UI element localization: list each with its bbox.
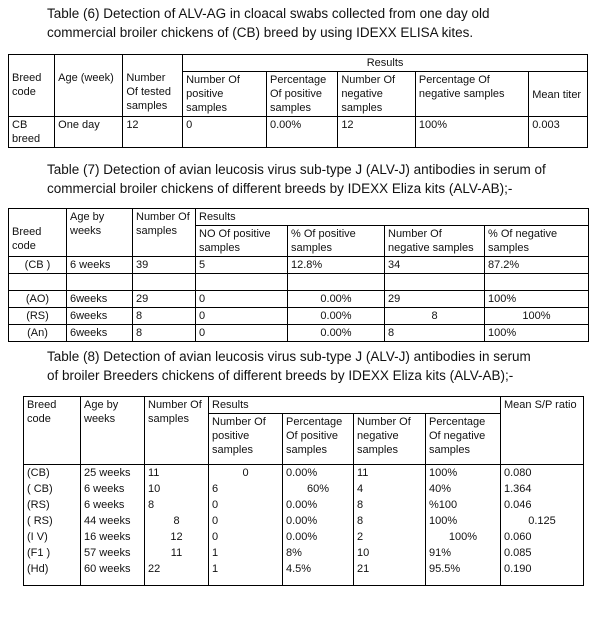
t8-header-pct-neg: Percentage Of negative samples	[426, 414, 501, 465]
t7-header-number: Number Of samples	[133, 209, 196, 257]
t7-cell-number: 39	[133, 257, 196, 274]
t8-header-mean: Mean S/P ratio	[501, 397, 584, 465]
table-row	[24, 513, 584, 529]
t7-cell-age: 6weeks	[67, 291, 133, 308]
table-row	[9, 291, 589, 308]
t8-cell-mean: 0.125	[501, 513, 584, 529]
t6-header-mean: Mean titer	[529, 72, 588, 117]
t6-header-pct-neg: Percentage Of negative samples	[415, 72, 528, 117]
t7-cell-pct-neg: 100%	[485, 291, 589, 308]
table8-caption-line2: of broiler Breeders chickens of different breeds by IDEXX Eliza kits (ALV-AB);-	[47, 368, 514, 383]
t6-header-results: Results	[183, 55, 588, 72]
table8	[23, 396, 584, 586]
t8-cell-number: 8	[145, 497, 209, 513]
t6-header-pct-pos: Percentage Of positive samples	[267, 72, 338, 117]
t6-header-breed-code: Breed code	[9, 55, 55, 117]
t8-cell-pct-neg: 95.5%	[426, 561, 501, 586]
t7-cell-breed: (RS)	[9, 308, 67, 325]
t7-cell-pct-neg: 100%	[485, 308, 589, 325]
t8-header-breed-code: Breed code	[24, 397, 81, 465]
t8-cell-mean: 1.364	[501, 481, 584, 497]
table-row	[24, 545, 584, 561]
t7-header-age: Age by weeks	[67, 209, 133, 257]
t7-cell-num-pos: 0	[196, 325, 288, 342]
t8-cell-age: 57 weeks	[81, 545, 145, 561]
t8-cell-age: 44 weeks	[81, 513, 145, 529]
t7-cell-pct-pos: 0.00%	[288, 291, 385, 308]
t7-cell-number: 29	[133, 291, 196, 308]
t8-cell-mean: 0.085	[501, 545, 584, 561]
t6-cell-tested: 12	[123, 117, 183, 148]
t8-header-num-pos: Number Of positive samples	[209, 414, 283, 465]
t8-cell-num-neg: 11	[354, 465, 426, 482]
t7-cell-age: 6weeks	[67, 308, 133, 325]
t7-header-pct-pos: % Of positive samples	[288, 226, 385, 257]
table-spacer-row	[9, 274, 589, 291]
t7-cell-age: 6 weeks	[67, 257, 133, 274]
t7-header-num-pos: NO Of positive samples	[196, 226, 288, 257]
t8-cell-mean: 0.080	[501, 465, 584, 482]
t8-header-num-neg: Number Of negative samples	[354, 414, 426, 465]
t8-cell-number: 11	[145, 545, 209, 561]
t8-cell-num-pos: 0	[209, 497, 283, 513]
t8-cell-pct-pos: 4.5%	[283, 561, 354, 586]
t8-cell-number: 22	[145, 561, 209, 586]
table7	[8, 208, 589, 342]
table8-caption-line1: Table (8) Detection of avian leucosis virus sub-type J (ALV-J) antibodies in serum	[47, 349, 531, 364]
table6	[8, 54, 588, 148]
t8-cell-pct-pos: 60%	[283, 481, 354, 497]
table6-caption-line1: Table (6) Detection of ALV-AG in cloacal swabs collected from one day old	[47, 6, 490, 21]
t8-cell-age: 6 weeks	[81, 481, 145, 497]
table6-caption	[47, 4, 489, 42]
t6-cell-pct-neg: 100%	[415, 117, 528, 148]
t8-cell-pct-neg: 91%	[426, 545, 501, 561]
t7-cell-num-pos: 5	[196, 257, 288, 274]
t6-header-tested: Number Of tested samples	[123, 55, 183, 117]
t7-cell-breed: (CB )	[9, 257, 67, 274]
t7-cell-num-neg: 34	[385, 257, 485, 274]
t8-cell-num-neg: 21	[354, 561, 426, 586]
t8-cell-num-neg: 8	[354, 497, 426, 513]
t8-cell-num-pos: 1	[209, 545, 283, 561]
t8-cell-pct-neg: 100%	[426, 513, 501, 529]
table-row	[24, 497, 584, 513]
t8-cell-breed: (I V)	[24, 529, 81, 545]
t8-cell-num-pos: 0	[209, 465, 283, 482]
t8-cell-num-pos: 6	[209, 481, 283, 497]
table7-caption	[47, 160, 546, 198]
table8-caption	[47, 347, 531, 385]
table-row	[9, 325, 589, 342]
t6-cell-num-neg: 12	[338, 117, 416, 148]
t7-header-pct-neg: % Of negative samples	[485, 226, 589, 257]
t7-cell-pct-pos: 12.8%	[288, 257, 385, 274]
t8-cell-num-neg: 10	[354, 545, 426, 561]
t8-cell-num-pos: 0	[209, 513, 283, 529]
t6-cell-age: One day	[55, 117, 123, 148]
table-row	[24, 561, 584, 586]
t8-cell-pct-neg: 100%	[426, 465, 501, 482]
t6-header-num-pos: Number Of positive samples	[183, 72, 267, 117]
t8-cell-breed: ( RS)	[24, 513, 81, 529]
table-row	[24, 465, 584, 482]
t7-cell-breed: (AO)	[9, 291, 67, 308]
t7-header-results: Results	[196, 209, 589, 226]
t8-cell-pct-neg: 40%	[426, 481, 501, 497]
t7-cell-pct-pos: 0.00%	[288, 308, 385, 325]
t6-cell-num-pos: 0	[183, 117, 267, 148]
table6-caption-line2: commercial broiler chickens of (CB) breed by using IDEXX ELISA kites.	[47, 25, 474, 40]
table-row	[9, 308, 589, 325]
t8-cell-breed: (RS)	[24, 497, 81, 513]
t8-header-age: Age by weeks	[81, 397, 145, 465]
t7-cell-num-pos: 0	[196, 308, 288, 325]
t8-cell-breed: (F1 )	[24, 545, 81, 561]
t8-cell-age: 60 weeks	[81, 561, 145, 586]
t7-cell-age: 6weeks	[67, 325, 133, 342]
t8-cell-age: 25 weeks	[81, 465, 145, 482]
t8-cell-number: 11	[145, 465, 209, 482]
t8-cell-pct-pos: 8%	[283, 545, 354, 561]
t8-cell-number: 12	[145, 529, 209, 545]
t8-cell-mean: 0.060	[501, 529, 584, 545]
table7-caption-line2: commercial broiler chickens of different breeds by IDEXX Eliza kits (ALV-AB);-	[47, 181, 513, 196]
table-row	[24, 481, 584, 497]
t7-cell-breed: (An)	[9, 325, 67, 342]
t8-cell-num-pos: 1	[209, 561, 283, 586]
t7-cell-number: 8	[133, 325, 196, 342]
t8-cell-breed: (CB)	[24, 465, 81, 482]
t8-cell-number: 10	[145, 481, 209, 497]
t7-cell-pct-pos: 0.00%	[288, 325, 385, 342]
t6-cell-mean: 0.003	[529, 117, 588, 148]
t7-cell-pct-neg: 100%	[485, 325, 589, 342]
t8-cell-mean: 0.190	[501, 561, 584, 586]
t7-cell-num-pos: 0	[196, 291, 288, 308]
t8-cell-pct-pos: 0.00%	[283, 513, 354, 529]
t8-cell-num-neg: 2	[354, 529, 426, 545]
t8-cell-num-neg: 8	[354, 513, 426, 529]
t8-cell-pct-neg: %100	[426, 497, 501, 513]
t8-header-number: Number Of samples	[145, 397, 209, 465]
t6-header-age: Age (week)	[55, 55, 123, 117]
t7-header-num-neg: Number Of negative samples	[385, 226, 485, 257]
t8-header-pct-pos: Percentage Of positive samples	[283, 414, 354, 465]
t8-header-results: Results	[209, 397, 501, 414]
t8-cell-number: 8	[145, 513, 209, 529]
t8-cell-num-neg: 4	[354, 481, 426, 497]
t7-cell-num-neg: 8	[385, 308, 485, 325]
t8-cell-num-pos: 0	[209, 529, 283, 545]
t8-cell-pct-pos: 0.00%	[283, 497, 354, 513]
t7-header-breed-code: Breed code	[9, 209, 67, 257]
t7-cell-num-neg: 8	[385, 325, 485, 342]
t8-cell-mean: 0.046	[501, 497, 584, 513]
t8-cell-pct-pos: 0.00%	[283, 529, 354, 545]
t8-cell-age: 6 weeks	[81, 497, 145, 513]
t8-cell-age: 16 weeks	[81, 529, 145, 545]
t7-cell-number: 8	[133, 308, 196, 325]
t6-cell-pct-pos: 0.00%	[267, 117, 338, 148]
t8-cell-pct-neg: 100%	[426, 529, 501, 545]
t8-cell-pct-pos: 0.00%	[283, 465, 354, 482]
table-row	[24, 529, 584, 545]
table7-caption-line1: Table (7) Detection of avian leucosis virus sub-type J (ALV-J) antibodies in serum of	[47, 162, 546, 177]
t8-cell-breed: (Hd)	[24, 561, 81, 586]
t8-cell-breed: ( CB)	[24, 481, 81, 497]
t7-cell-num-neg: 29	[385, 291, 485, 308]
t7-cell-pct-neg: 87.2%	[485, 257, 589, 274]
table-row	[9, 117, 588, 148]
t6-cell-breed: CB breed	[9, 117, 55, 148]
t6-header-num-neg: Number Of negative samples	[338, 72, 416, 117]
table-row	[9, 257, 589, 274]
